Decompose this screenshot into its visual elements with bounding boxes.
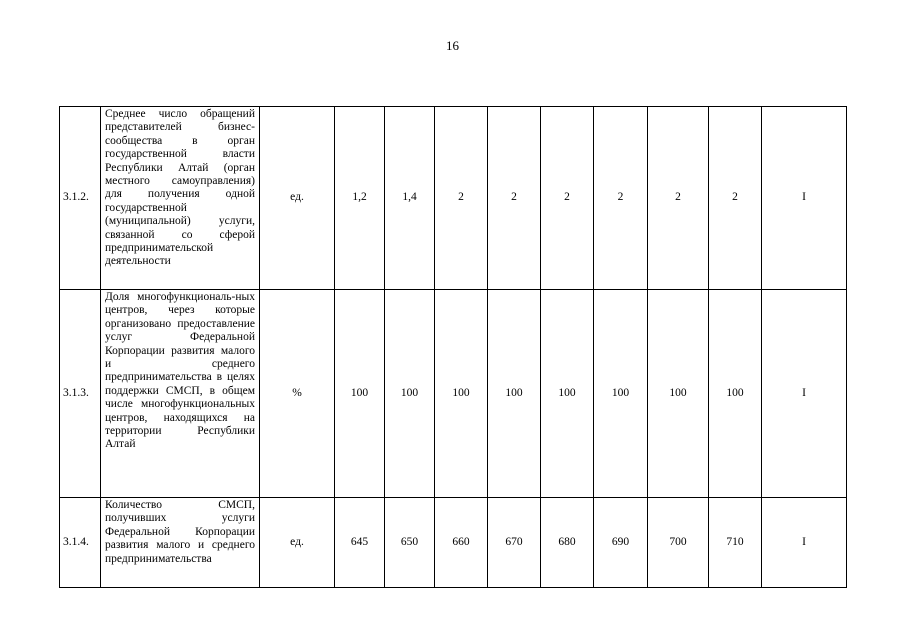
table-row [60,107,847,290]
value-cell: 680 [541,498,594,588]
value-cell: 2 [648,107,709,290]
row-number: 3.1.2. [60,107,101,290]
value-cell: 2 [709,107,762,290]
value-cell: 670 [488,498,541,588]
value-cell: 2 [594,107,648,290]
unit-cell: % [260,290,335,498]
value-cell: 2 [435,107,488,290]
source-cell: I [762,107,847,290]
value-cell: 100 [385,290,435,498]
indicator-description: Количество СМСП, получивших услуги Федеральной Корпорации развития малого и среднего предпринимательства [101,498,260,588]
value-cell: 650 [385,498,435,588]
indicator-description: Среднее число обращений представителей бизнес-сообщества в орган государственной власти Республики Алтай (орган местного самоуправления) для получения одной государственной (муниципальной) услуги, связанной со сферой предпринимательской деятельности [101,107,260,290]
value-cell: 1,2 [335,107,385,290]
value-cell: 100 [594,290,648,498]
value-cell: 2 [488,107,541,290]
row-number: 3.1.4. [60,498,101,588]
value-cell: 100 [541,290,594,498]
source-cell: I [762,498,847,588]
value-cell: 100 [335,290,385,498]
value-cell: 100 [435,290,488,498]
page-number: 16 [446,38,459,53]
value-cell: 645 [335,498,385,588]
value-cell: 100 [488,290,541,498]
unit-cell: ед. [260,107,335,290]
indicator-description: Доля многофункциональ-ных центров, через которые организовано предоставление услуг Федеральной Корпорации развития малого и среднего предпринимательства в целях поддержки СМСП, в общем числе многофункциональных центров, находящихся на территории Республики Алтай [101,290,260,498]
unit-cell: ед. [260,498,335,588]
table-row [60,290,847,498]
value-cell: 700 [648,498,709,588]
row-number: 3.1.3. [60,290,101,498]
indicators-table [59,106,847,588]
value-cell: 2 [541,107,594,290]
value-cell: 690 [594,498,648,588]
value-cell: 660 [435,498,488,588]
table-row [60,498,847,588]
value-cell: 1,4 [385,107,435,290]
value-cell: 100 [709,290,762,498]
value-cell: 100 [648,290,709,498]
value-cell: 710 [709,498,762,588]
source-cell: I [762,290,847,498]
